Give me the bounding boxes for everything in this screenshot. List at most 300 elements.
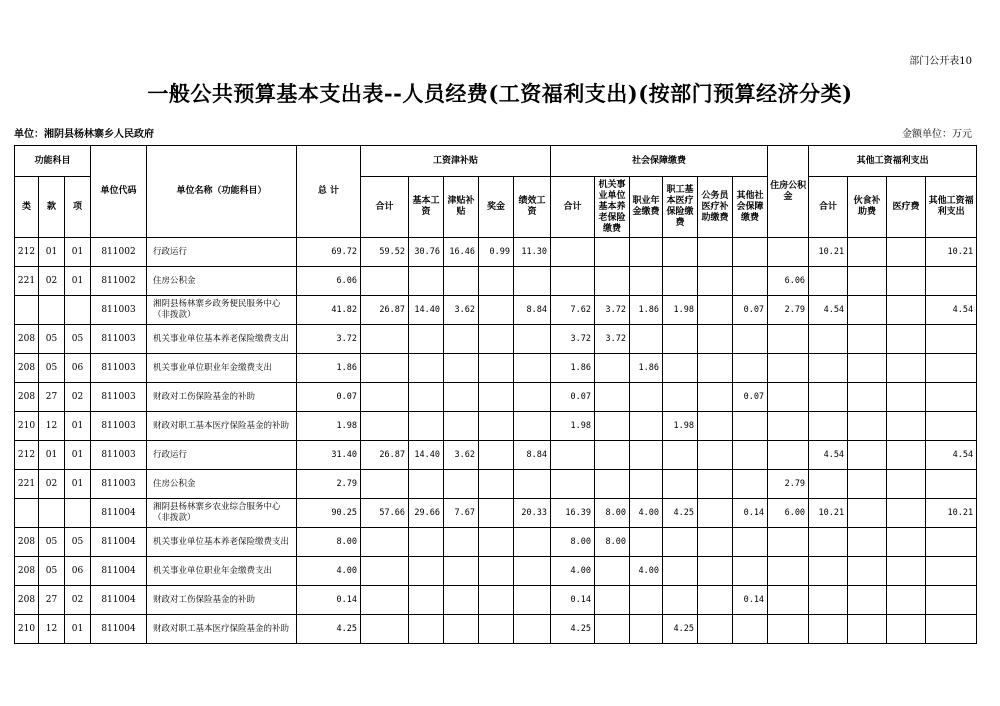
cell-name: 机关事业单位基本养老保险缴费支出 [147,528,297,557]
cell-lei: 212 [15,238,39,267]
cell-ow-medfee [887,470,926,499]
cell-lei: 208 [15,325,39,354]
cell-ss-other [733,412,768,441]
cell-housing [768,238,809,267]
cell-total: 41.82 [297,296,361,325]
cell-ow-food [848,238,887,267]
cell-code: 811004 [91,586,147,615]
cell-wage-allow: 3.62 [444,296,479,325]
cell-wage-bonus [479,412,514,441]
table-row [15,383,977,412]
cell-ss-total: 0.07 [551,383,595,412]
cell-lei: 208 [15,586,39,615]
cell-housing: 2.79 [768,470,809,499]
cell-housing: 6.00 [768,499,809,528]
cell-ss-civil [698,267,733,296]
cell-wage-allow [444,557,479,586]
cell-housing [768,557,809,586]
cell-name: 财政对职工基本医疗保险基金的补助 [147,412,297,441]
cell-ss-other: 0.07 [733,296,768,325]
table-row [15,325,977,354]
cell-total: 4.00 [297,557,361,586]
cell-wage-allow [444,412,479,441]
cell-housing [768,528,809,557]
cell-ss-total: 4.25 [551,615,595,644]
cell-lei: 221 [15,470,39,499]
cell-ss-medical: 4.25 [663,499,698,528]
cell-wage-allow: 16.46 [444,238,479,267]
cell-code: 811004 [91,557,147,586]
cell-wage-perf: 8.84 [514,441,551,470]
cell-wage-total [361,383,409,412]
cell-ss-other [733,615,768,644]
cell-kuan: 05 [39,325,65,354]
cell-code: 811003 [91,441,147,470]
cell-xiang: 05 [65,325,91,354]
cell-code: 811003 [91,383,147,412]
cell-wage-basic: 29.66 [409,499,444,528]
cell-total: 4.25 [297,615,361,644]
cell-ow-food [848,383,887,412]
cell-ss-annuity [630,441,663,470]
expenditure-table [14,145,977,644]
cell-wage-basic [409,354,444,383]
cell-wage-basic: 14.40 [409,441,444,470]
table-row [15,586,977,615]
cell-ss-total: 16.39 [551,499,595,528]
cell-kuan: 01 [39,441,65,470]
cell-wage-total: 26.87 [361,296,409,325]
cell-ow-medfee [887,441,926,470]
cell-ss-civil [698,412,733,441]
cell-wage-basic [409,615,444,644]
cell-ow-medfee [887,615,926,644]
cell-ss-civil [698,557,733,586]
cell-ow-total [809,383,848,412]
cell-ow-total: 4.54 [809,296,848,325]
cell-ss-civil [698,296,733,325]
header-xiang: 项 [65,177,91,238]
cell-ss-pension [595,354,630,383]
cell-wage-bonus [479,586,514,615]
header-total: 总 计 [297,146,361,238]
cell-ss-medical [663,441,698,470]
cell-xiang: 02 [65,383,91,412]
header-ss-pension: 机关事业单位基本养老保险缴费 [595,177,630,238]
header-ss-medical: 职工基本医疗保险缴费 [663,177,698,238]
cell-wage-perf [514,267,551,296]
header-ow-other: 其他工资福利支出 [926,177,977,238]
cell-name: 财政对职工基本医疗保险基金的补助 [147,615,297,644]
cell-name: 机关事业单位基本养老保险缴费支出 [147,325,297,354]
cell-ss-annuity [630,267,663,296]
cell-ss-total [551,441,595,470]
cell-ow-total: 10.21 [809,238,848,267]
cell-ss-pension: 3.72 [595,296,630,325]
cell-ss-medical [663,238,698,267]
cell-ow-other [926,615,977,644]
cell-ss-civil [698,528,733,557]
cell-ss-medical [663,528,698,557]
cell-lei: 210 [15,615,39,644]
cell-ss-total: 8.00 [551,528,595,557]
cell-kuan: 05 [39,354,65,383]
cell-ow-other [926,557,977,586]
header-wage-total: 合计 [361,177,409,238]
cell-wage-bonus [479,499,514,528]
cell-ss-annuity: 4.00 [630,499,663,528]
cell-ow-total [809,354,848,383]
cell-name: 湘阴县杨林寨乡政务便民服务中心（非拨款） [147,296,297,325]
header-ow-total: 合计 [809,177,848,238]
cell-ow-food [848,267,887,296]
cell-ss-other: 0.14 [733,499,768,528]
cell-ss-civil [698,383,733,412]
cell-ow-other [926,412,977,441]
cell-wage-allow [444,470,479,499]
cell-ss-total: 0.14 [551,586,595,615]
cell-wage-total: 57.66 [361,499,409,528]
cell-kuan: 01 [39,238,65,267]
table-row [15,470,977,499]
cell-ss-other [733,325,768,354]
cell-ow-food [848,412,887,441]
cell-ow-food [848,441,887,470]
cell-wage-bonus [479,267,514,296]
cell-kuan: 05 [39,557,65,586]
cell-wage-total [361,615,409,644]
cell-total: 3.72 [297,325,361,354]
cell-housing [768,383,809,412]
cell-lei: 208 [15,528,39,557]
cell-wage-basic [409,325,444,354]
cell-xiang: 01 [65,441,91,470]
cell-ow-total [809,325,848,354]
cell-wage-basic [409,267,444,296]
cell-ow-other: 10.21 [926,499,977,528]
cell-total: 0.07 [297,383,361,412]
cell-ow-medfee [887,557,926,586]
cell-housing: 6.06 [768,267,809,296]
cell-code: 811004 [91,499,147,528]
cell-wage-allow [444,383,479,412]
cell-ss-civil [698,441,733,470]
cell-ow-food [848,499,887,528]
cell-ss-civil [698,470,733,499]
table-row [15,528,977,557]
cell-ow-medfee [887,354,926,383]
cell-ss-total: 1.86 [551,354,595,383]
cell-ow-medfee [887,499,926,528]
unit-label: 单位：湘阴县杨林寨乡人民政府 [14,129,154,140]
table-row [15,238,977,267]
table-row [15,557,977,586]
cell-wage-basic [409,557,444,586]
cell-ow-other [926,528,977,557]
cell-xiang: 01 [65,470,91,499]
cell-ss-pension [595,238,630,267]
cell-wage-bonus [479,296,514,325]
cell-ss-annuity [630,383,663,412]
cell-lei [15,499,39,528]
cell-code: 811002 [91,267,147,296]
cell-ow-medfee [887,325,926,354]
cell-ss-pension: 8.00 [595,499,630,528]
cell-ow-food [848,557,887,586]
cell-ss-pension [595,412,630,441]
cell-ss-pension [595,470,630,499]
cell-ss-medical [663,325,698,354]
cell-wage-allow [444,586,479,615]
cell-ss-annuity [630,615,663,644]
cell-ss-other [733,238,768,267]
cell-wage-total [361,325,409,354]
cell-ss-pension: 8.00 [595,528,630,557]
cell-ss-total [551,470,595,499]
cell-wage-total [361,267,409,296]
cell-wage-allow: 3.62 [444,441,479,470]
cell-ow-food [848,325,887,354]
cell-wage-basic [409,470,444,499]
cell-ss-total: 1.98 [551,412,595,441]
cell-total: 6.06 [297,267,361,296]
table-row [15,499,977,528]
header-ow-group: 其他工资福利支出 [809,146,977,177]
cell-wage-perf [514,557,551,586]
cell-wage-basic [409,586,444,615]
cell-ow-other [926,586,977,615]
cell-name: 机关事业单位职业年金缴费支出 [147,557,297,586]
cell-wage-bonus [479,470,514,499]
cell-total: 0.14 [297,586,361,615]
header-wage-perf: 绩效工资 [514,177,551,238]
cell-total: 31.40 [297,441,361,470]
cell-ow-other [926,470,977,499]
header-wage-bonus: 奖金 [479,177,514,238]
cell-ow-medfee [887,586,926,615]
table-row [15,441,977,470]
page-title: 一般公共预算基本支出表--人员经费(工资福利支出)(按部门预算经济分类) [147,81,853,106]
cell-ss-civil [698,325,733,354]
cell-ow-other [926,354,977,383]
cell-kuan: 12 [39,615,65,644]
cell-ss-other [733,470,768,499]
cell-kuan: 27 [39,586,65,615]
cell-code: 811003 [91,470,147,499]
cell-wage-allow [444,528,479,557]
cell-name: 机关事业单位职业年金缴费支出 [147,354,297,383]
cell-ss-annuity [630,528,663,557]
cell-wage-basic [409,528,444,557]
cell-ow-other [926,325,977,354]
cell-code: 811003 [91,325,147,354]
cell-ss-annuity [630,470,663,499]
cell-total: 1.98 [297,412,361,441]
cell-code: 811002 [91,238,147,267]
cell-wage-perf [514,383,551,412]
cell-wage-perf [514,528,551,557]
cell-ss-annuity [630,586,663,615]
cell-housing [768,354,809,383]
cell-ss-civil [698,615,733,644]
cell-xiang: 06 [65,354,91,383]
header-ow-food: 伙食补助费 [848,177,887,238]
cell-ow-total [809,470,848,499]
cell-wage-perf [514,412,551,441]
cell-ss-other [733,354,768,383]
cell-total: 90.25 [297,499,361,528]
cell-total: 8.00 [297,528,361,557]
cell-wage-perf [514,615,551,644]
cell-housing [768,412,809,441]
cell-ow-food [848,296,887,325]
cell-ss-pension [595,586,630,615]
cell-wage-perf [514,354,551,383]
cell-wage-perf: 20.33 [514,499,551,528]
cell-ss-other [733,528,768,557]
cell-name: 财政对工伤保险基金的补助 [147,383,297,412]
cell-ss-medical: 4.25 [663,615,698,644]
cell-xiang: 06 [65,557,91,586]
cell-xiang: 02 [65,586,91,615]
cell-ss-civil [698,354,733,383]
cell-wage-total [361,470,409,499]
header-ss-annuity: 职业年金缴费 [630,177,663,238]
cell-wage-allow [444,354,479,383]
cell-ow-total [809,615,848,644]
table-row [15,412,977,441]
table-row [15,615,977,644]
cell-xiang: 05 [65,528,91,557]
cell-wage-bonus [479,383,514,412]
header-wage-group: 工资津补贴 [361,146,551,177]
cell-wage-basic: 14.40 [409,296,444,325]
cell-kuan: 12 [39,412,65,441]
cell-total: 69.72 [297,238,361,267]
table-row [15,267,977,296]
form-number: 部门公开表10 [909,56,972,67]
cell-wage-basic: 30.76 [409,238,444,267]
cell-ss-total [551,238,595,267]
header-ow-medfee: 医疗费 [887,177,926,238]
cell-wage-total [361,557,409,586]
cell-ss-other: 0.14 [733,586,768,615]
cell-wage-perf [514,586,551,615]
cell-wage-bonus [479,557,514,586]
cell-code: 811003 [91,412,147,441]
header-ss-other: 其他社会保障缴费 [733,177,768,238]
cell-lei: 212 [15,441,39,470]
header-housing: 住房公积金 [768,146,809,238]
cell-ss-medical [663,586,698,615]
cell-kuan [39,296,65,325]
cell-ow-food [848,615,887,644]
header-ss-civil: 公务员医疗补助缴费 [698,177,733,238]
table-body [15,238,977,644]
cell-wage-total [361,586,409,615]
header-name: 单位名称（功能科目） [147,146,297,238]
cell-ss-annuity [630,325,663,354]
cell-ss-annuity [630,238,663,267]
cell-ss-medical [663,383,698,412]
cell-ow-medfee [887,267,926,296]
table-row [15,296,977,325]
cell-ow-total [809,557,848,586]
cell-lei: 210 [15,412,39,441]
cell-wage-allow: 7.67 [444,499,479,528]
cell-ow-food [848,528,887,557]
cell-xiang: 01 [65,238,91,267]
cell-ss-other: 0.07 [733,383,768,412]
cell-total: 1.86 [297,354,361,383]
cell-ow-other: 10.21 [926,238,977,267]
cell-ow-total: 10.21 [809,499,848,528]
cell-ow-other [926,267,977,296]
header-kuan: 款 [39,177,65,238]
cell-wage-perf [514,470,551,499]
cell-housing [768,586,809,615]
money-unit-label: 金额单位：万元 [902,129,972,140]
header-code: 单位代码 [91,146,147,238]
cell-lei: 221 [15,267,39,296]
cell-ow-medfee [887,383,926,412]
cell-wage-bonus [479,615,514,644]
cell-xiang: 01 [65,615,91,644]
cell-ow-medfee [887,296,926,325]
cell-kuan: 05 [39,528,65,557]
cell-wage-basic [409,412,444,441]
cell-ow-food [848,586,887,615]
cell-kuan: 02 [39,470,65,499]
cell-ss-annuity: 1.86 [630,354,663,383]
cell-ow-medfee [887,528,926,557]
cell-lei: 208 [15,354,39,383]
cell-wage-total: 26.87 [361,441,409,470]
cell-housing [768,325,809,354]
cell-ss-civil [698,586,733,615]
cell-wage-perf [514,325,551,354]
cell-ss-medical [663,470,698,499]
cell-wage-basic [409,383,444,412]
cell-wage-bonus [479,441,514,470]
cell-wage-bonus [479,325,514,354]
cell-xiang [65,296,91,325]
cell-ss-pension [595,615,630,644]
cell-code: 811003 [91,354,147,383]
cell-wage-allow [444,325,479,354]
cell-ss-medical [663,354,698,383]
cell-ss-pension [595,557,630,586]
cell-ss-other [733,557,768,586]
cell-housing [768,615,809,644]
cell-ss-annuity: 4.00 [630,557,663,586]
cell-ss-medical: 1.98 [663,412,698,441]
cell-xiang: 01 [65,412,91,441]
cell-ow-other [926,383,977,412]
cell-name: 行政运行 [147,441,297,470]
cell-code: 811004 [91,528,147,557]
cell-total: 2.79 [297,470,361,499]
cell-housing: 2.79 [768,296,809,325]
cell-ow-total [809,528,848,557]
cell-ow-total [809,586,848,615]
header-func: 功能科目 [15,146,91,177]
header-ss-total: 合计 [551,177,595,238]
cell-name: 住房公积金 [147,470,297,499]
cell-ss-medical [663,557,698,586]
cell-housing [768,441,809,470]
cell-ss-civil [698,499,733,528]
